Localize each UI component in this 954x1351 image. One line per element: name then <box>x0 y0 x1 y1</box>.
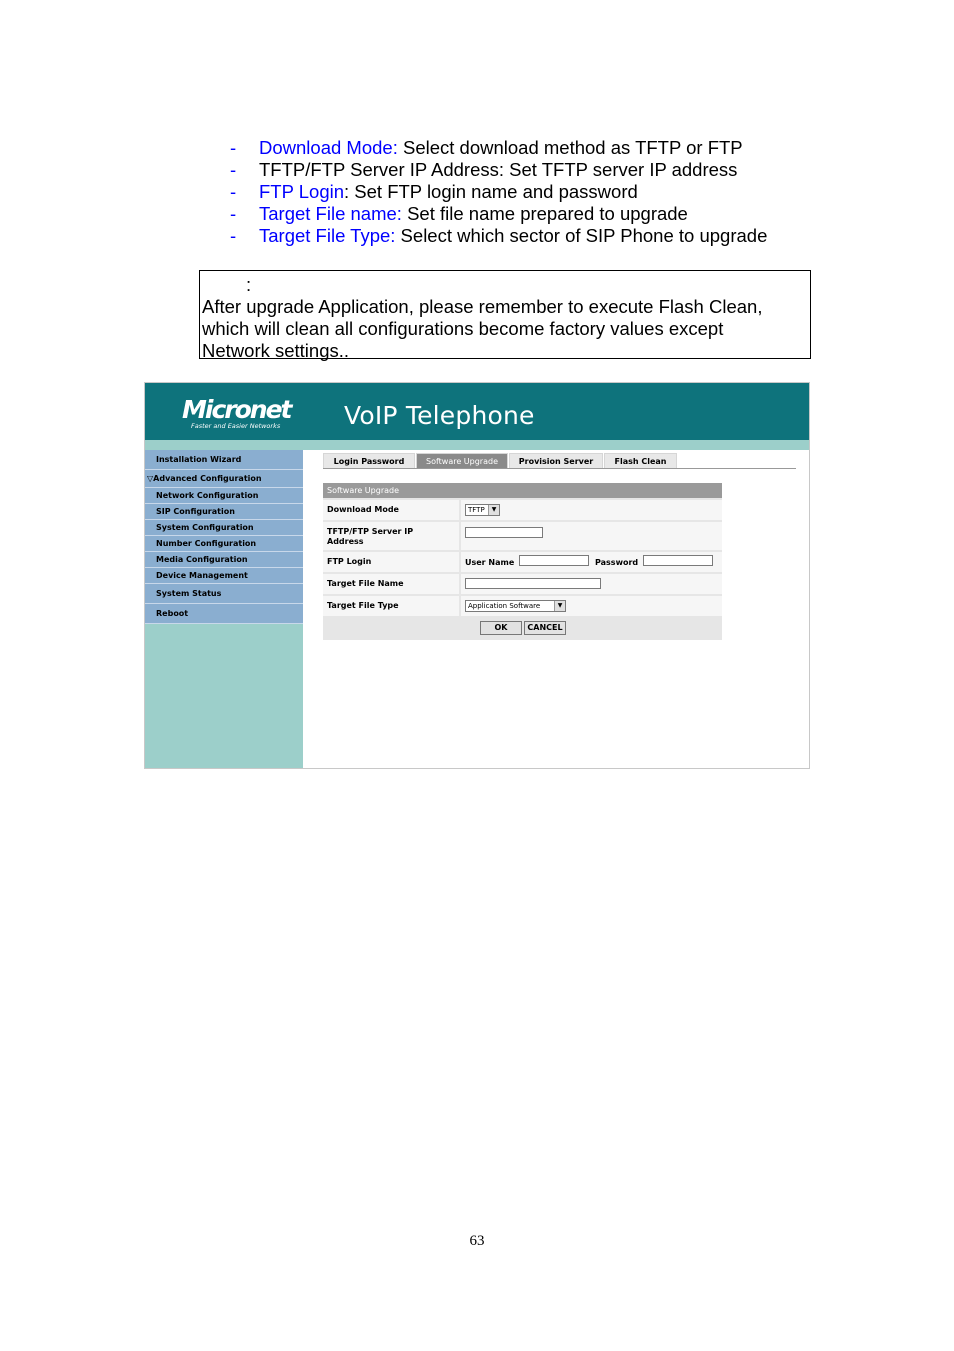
user-name-input[interactable] <box>519 555 589 566</box>
voip-ui-screenshot <box>144 382 810 769</box>
bullet-download-mode <box>230 137 830 159</box>
sidebar-item-system-status[interactable]: System Status <box>145 584 303 604</box>
download-mode-label: Download Mode <box>323 500 459 520</box>
logo-tagline: Faster and Easier Networks <box>191 422 281 430</box>
bullet-desc: : Set FTP login name and password <box>344 181 638 202</box>
row-target-file-type <box>323 596 722 616</box>
bullet-term: FTP Login <box>259 181 345 202</box>
triangle-down-icon: ▽ <box>147 474 154 483</box>
bullet-dash: - <box>230 159 237 180</box>
header-banner <box>145 383 810 440</box>
password-input[interactable] <box>643 555 713 566</box>
sidebar-item-reboot[interactable]: Reboot <box>145 604 303 624</box>
sidebar-item-advanced-configuration[interactable] <box>145 470 303 488</box>
server-ip-cell <box>461 522 722 550</box>
bullet-target-file-type <box>230 225 830 247</box>
sidebar-item-network-configuration[interactable]: Network Configuration <box>145 488 303 504</box>
ftp-login-label: FTP Login <box>323 552 459 572</box>
target-file-type-label: Target File Type <box>323 596 459 616</box>
download-mode-cell <box>461 500 722 520</box>
panel-title: Software Upgrade <box>323 483 722 498</box>
dropdown-arrow-icon: ▼ <box>488 505 499 515</box>
dropdown-arrow-icon: ▼ <box>554 601 565 611</box>
row-server-ip <box>323 522 722 550</box>
page-number: 63 <box>469 1233 485 1249</box>
cancel-button[interactable]: CANCEL <box>524 621 566 635</box>
sidebar-item-system-configuration[interactable]: System Configuration <box>145 520 303 536</box>
micronet-logo: Micronet <box>182 395 291 424</box>
note-colon: : <box>246 274 252 295</box>
tab-divider <box>323 468 796 469</box>
bullet-list <box>230 137 830 247</box>
sidebar-item-media-configuration[interactable]: Media Configuration <box>145 552 303 568</box>
row-ftp-login <box>323 552 722 572</box>
sidebar-item-label: Advanced Configuration <box>153 474 262 483</box>
sidebar-item-installation-wizard[interactable]: Installation Wizard <box>145 450 303 470</box>
row-download-mode <box>323 500 722 520</box>
sidebar-item-number-configuration[interactable]: Number Configuration <box>145 536 303 552</box>
header-stripe <box>145 440 810 450</box>
bullet-desc: Set file name prepared to upgrade <box>401 203 688 224</box>
ftp-login-cell <box>461 552 722 572</box>
main-content <box>303 450 809 768</box>
bullet-dash: - <box>230 181 237 202</box>
note-line: Network settings.. <box>202 340 350 361</box>
download-mode-value: TFTP <box>468 506 485 514</box>
target-file-name-input[interactable] <box>465 578 601 589</box>
password-label: Password <box>595 558 639 567</box>
tab-login-password[interactable]: Login Password <box>323 453 415 468</box>
bullet-dash: - <box>230 137 237 158</box>
server-ip-label <box>323 522 459 550</box>
sidebar-menu <box>145 450 303 624</box>
bullet-term: Download Mode: <box>259 137 398 158</box>
row-target-file-name <box>323 574 722 594</box>
target-file-name-label: Target File Name <box>323 574 459 594</box>
note-line: After upgrade Application, please remember to execute Flash Clean, <box>202 296 763 317</box>
note-box <box>199 270 811 359</box>
tab-flash-clean[interactable]: Flash Clean <box>604 453 677 468</box>
target-file-name-cell <box>461 574 722 594</box>
bullet-dash: - <box>230 203 237 224</box>
bullet-desc: TFTP/FTP Server IP Address: Set TFTP server IP address <box>259 159 738 180</box>
bullet-desc: Select download method as TFTP or FTP <box>397 137 743 158</box>
bullet-desc: Select which sector of SIP Phone to upgrade <box>395 225 768 246</box>
sidebar-item-sip-configuration[interactable]: SIP Configuration <box>145 504 303 520</box>
bullet-ftp-login <box>230 181 830 203</box>
user-name-label: User Name <box>465 558 515 567</box>
ok-button[interactable]: OK <box>480 621 522 635</box>
target-file-type-select[interactable] <box>465 600 566 612</box>
server-ip-label-text: TFTP/FTP Server IP Address <box>327 527 414 546</box>
target-file-type-value: Application Software <box>468 602 541 610</box>
target-file-type-cell <box>461 596 722 616</box>
sidebar <box>145 450 303 769</box>
server-ip-input[interactable] <box>465 527 543 538</box>
bullet-dash: - <box>230 225 237 246</box>
tab-software-upgrade[interactable]: Software Upgrade <box>416 453 508 468</box>
note-line: which will clean all configurations become factory values except <box>202 318 724 339</box>
app-title: VoIP Telephone <box>344 401 535 430</box>
bullet-target-file-name <box>230 203 830 225</box>
bullet-term: Target File Type: <box>259 225 396 246</box>
sidebar-item-device-management[interactable]: Device Management <box>145 568 303 584</box>
bullet-term: Target File name: <box>259 203 402 224</box>
bullet-server-ip <box>230 159 830 181</box>
tab-provision-server[interactable]: Provision Server <box>509 453 603 468</box>
software-upgrade-panel <box>323 483 722 640</box>
download-mode-select[interactable] <box>465 504 500 516</box>
